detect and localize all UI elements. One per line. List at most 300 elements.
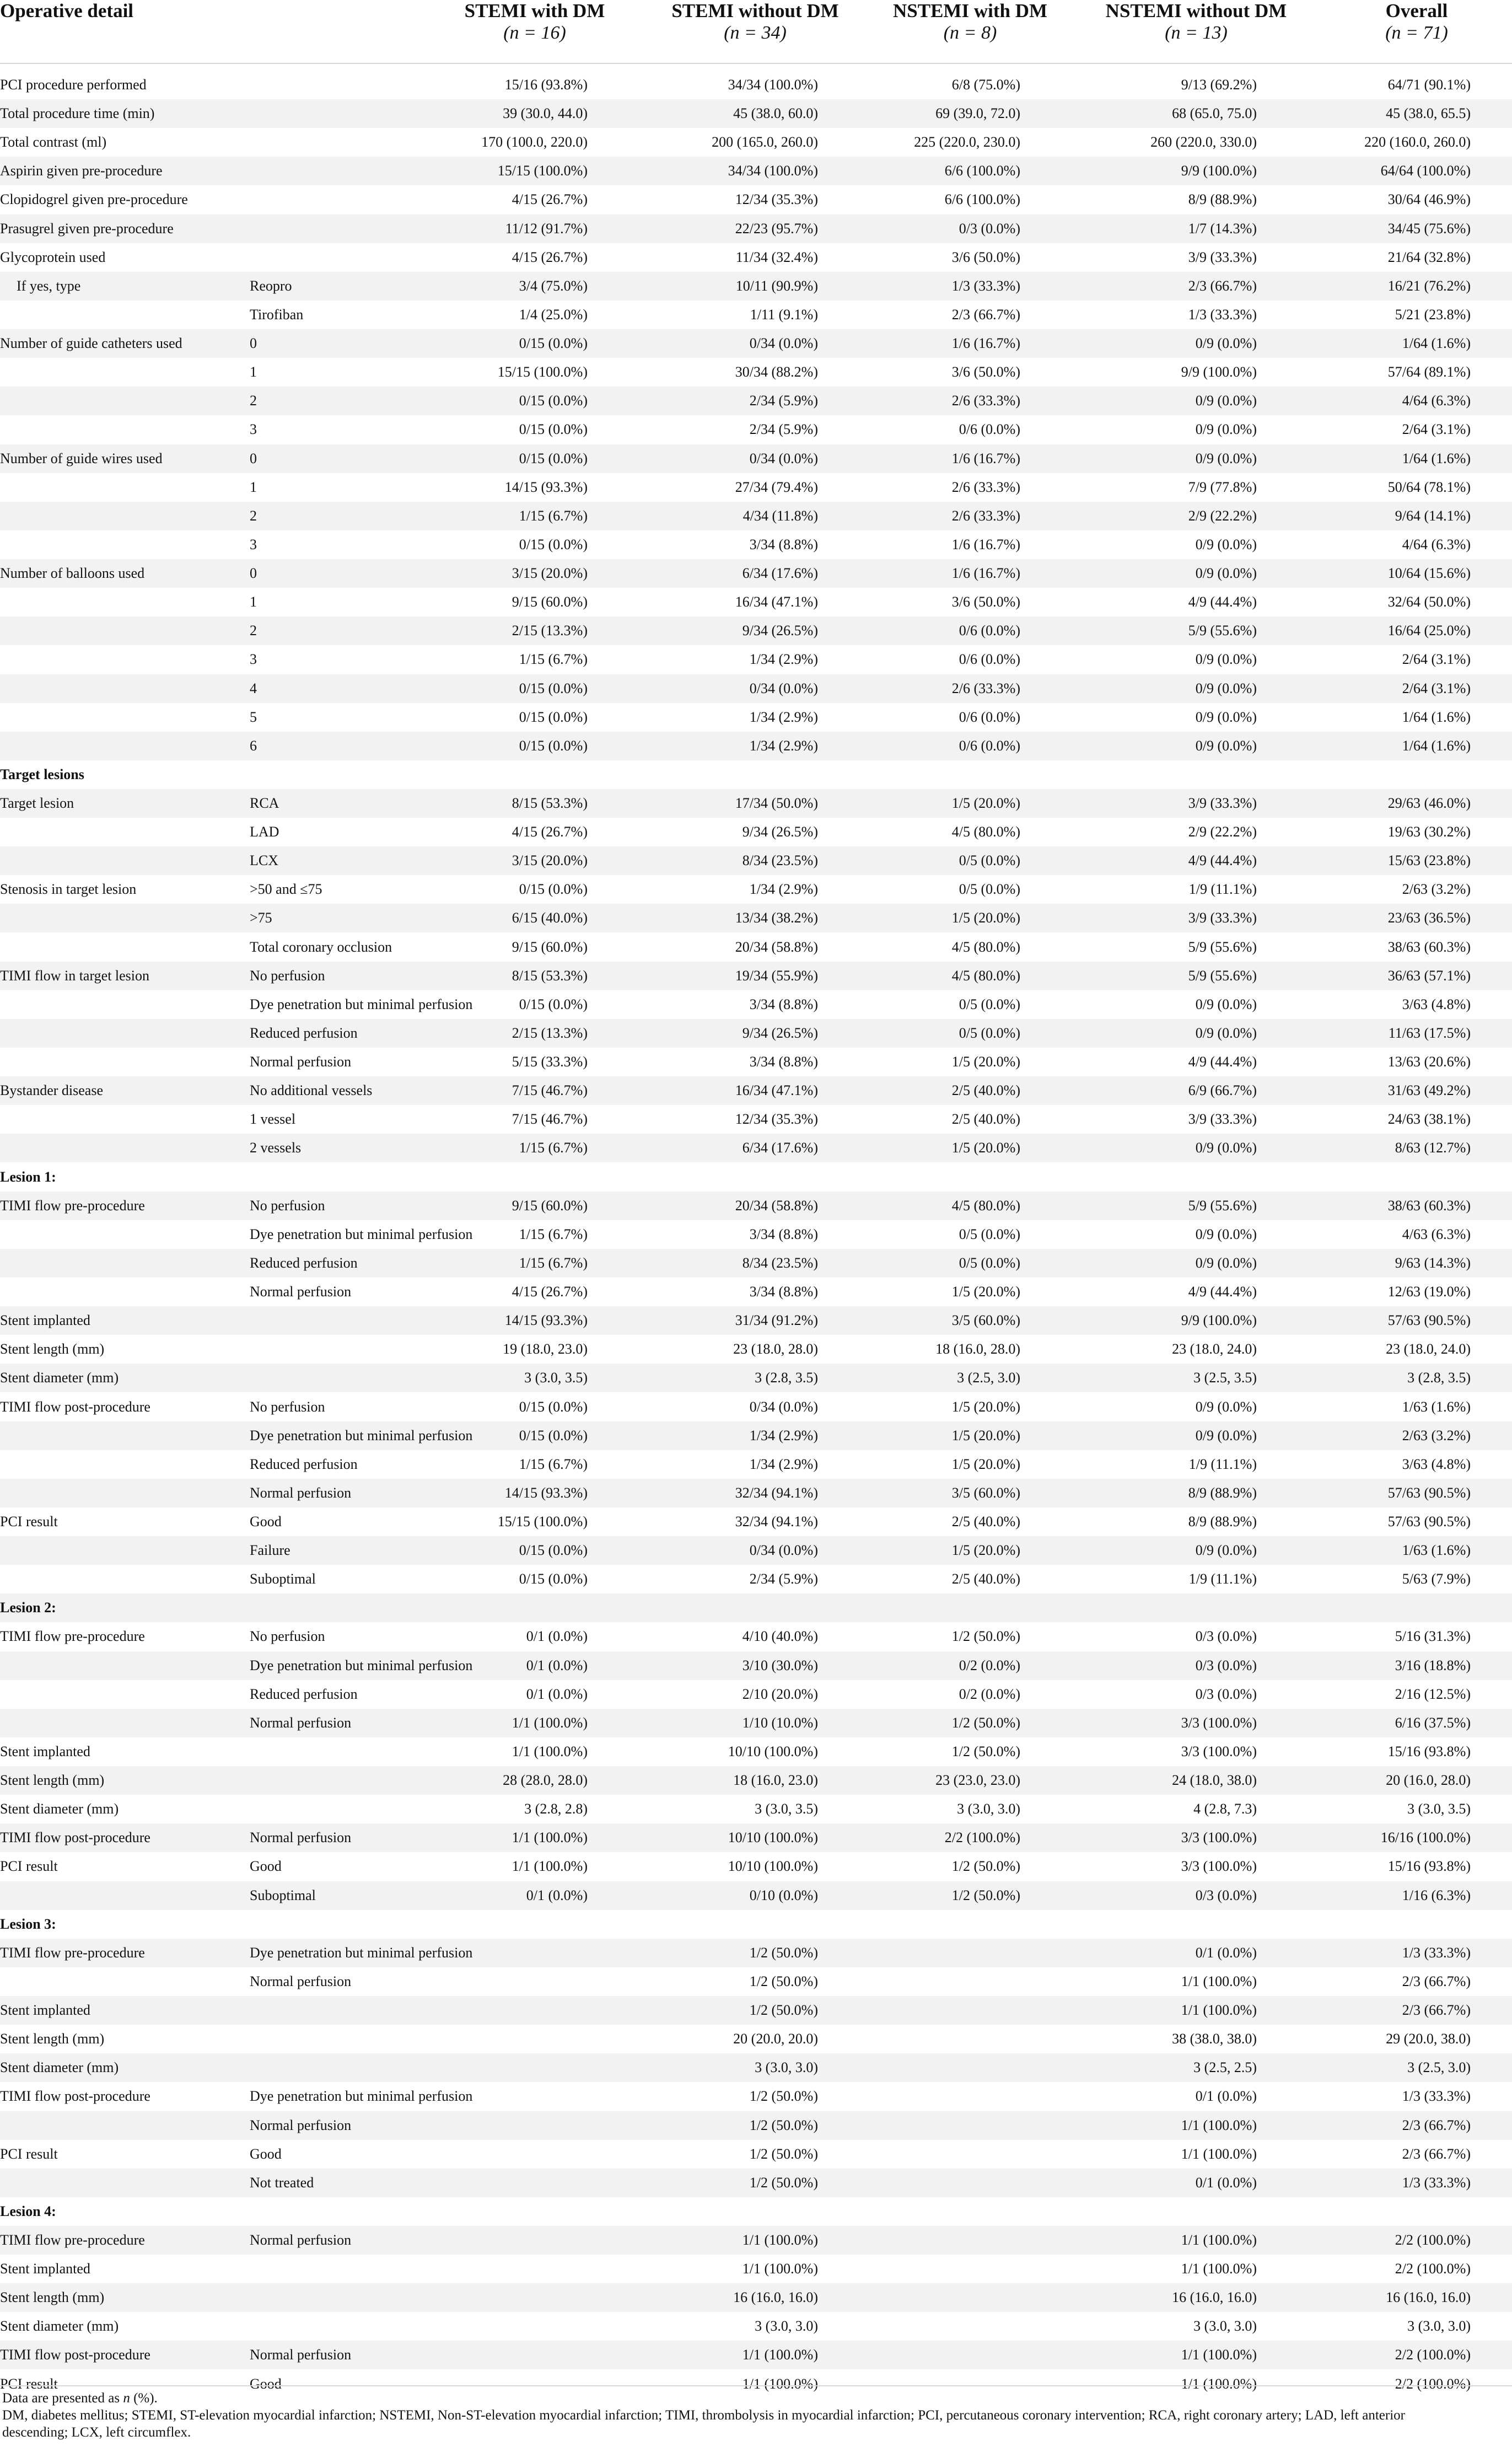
- row-category: Failure: [250, 1542, 290, 1559]
- header-nstemi-with-dm: NSTEMI with DM (n = 8): [892, 0, 1048, 43]
- table-row: [0, 415, 1512, 444]
- row-category: Dye penetration but minimal perfusion: [250, 1657, 473, 1673]
- cell-nstemi-without-dm: 1/1 (100.0%): [1181, 2261, 1257, 2277]
- cell-stemi-with-dm: 4/15 (26.7%): [512, 824, 588, 840]
- cell-overall: 2/16 (12.5%): [1395, 1686, 1471, 1702]
- row-category: Reduced perfusion: [250, 1686, 358, 1702]
- cell-nstemi-with-dm: 6/6 (100.0%): [944, 191, 1020, 208]
- cell-nstemi-with-dm: 0/3 (0.0%): [959, 220, 1020, 237]
- cell-stemi-without-dm: 1/34 (2.9%): [749, 737, 818, 754]
- cell-nstemi-without-dm: 5/9 (55.6%): [1188, 967, 1257, 984]
- cell-stemi-with-dm: 0/15 (0.0%): [519, 680, 588, 696]
- cell-stemi-without-dm: 1/1 (100.0%): [742, 2232, 818, 2248]
- row-category: No additional vessels: [250, 1082, 373, 1099]
- cell-overall: 57/63 (90.5%): [1387, 1484, 1471, 1501]
- cell-nstemi-with-dm: 2/6 (33.3%): [951, 680, 1020, 696]
- table-row: [0, 1565, 1512, 1593]
- section-heading: Lesion 4:: [0, 2203, 56, 2219]
- cell-nstemi-with-dm: 2/6 (33.3%): [951, 393, 1020, 409]
- section-row: [0, 2197, 1512, 2226]
- cell-overall: 16 (16.0, 16.0): [1386, 2289, 1471, 2306]
- cell-nstemi-with-dm: 1/6 (16.7%): [951, 565, 1020, 582]
- cell-nstemi-without-dm: 38 (38.0, 38.0): [1172, 2031, 1257, 2047]
- cell-stemi-without-dm: 0/34 (0.0%): [749, 1542, 818, 1559]
- cell-nstemi-with-dm: 0/6 (0.0%): [959, 421, 1020, 438]
- cell-nstemi-without-dm: 5/9 (55.6%): [1188, 938, 1257, 955]
- cell-stemi-without-dm: 20 (20.0, 20.0): [733, 2031, 818, 2047]
- row-category: 2: [250, 393, 257, 409]
- cell-nstemi-without-dm: 0/9 (0.0%): [1195, 1542, 1257, 1559]
- cell-nstemi-without-dm: 1/1 (100.0%): [1181, 2232, 1257, 2248]
- table-row: [0, 1651, 1512, 1680]
- cell-nstemi-without-dm: 0/9 (0.0%): [1195, 651, 1257, 668]
- cell-nstemi-with-dm: 1/6 (16.7%): [951, 536, 1020, 552]
- cell-overall: 29 (20.0, 38.0): [1386, 2031, 1471, 2047]
- table-row: [0, 1335, 1512, 1364]
- cell-overall: 2/63 (3.2%): [1402, 881, 1471, 898]
- table-row: [0, 2312, 1512, 2341]
- row-category: 1: [250, 364, 257, 380]
- table-row: [0, 2255, 1512, 2283]
- cell-nstemi-with-dm: 2/3 (66.7%): [951, 306, 1020, 323]
- cell-nstemi-without-dm: 1/1 (100.0%): [1181, 2117, 1257, 2133]
- cell-overall: 23/63 (36.5%): [1387, 910, 1471, 926]
- cell-nstemi-without-dm: 1/1 (100.0%): [1181, 2145, 1257, 2162]
- cell-nstemi-with-dm: 2/5 (40.0%): [951, 1111, 1020, 1128]
- row-label: Stenosis in target lesion: [0, 881, 137, 898]
- cell-stemi-with-dm: 0/15 (0.0%): [519, 1571, 588, 1587]
- cell-nstemi-with-dm: 2/5 (40.0%): [951, 1082, 1020, 1099]
- cell-stemi-with-dm: 8/15 (53.3%): [512, 967, 588, 984]
- cell-overall: 3 (2.5, 3.0): [1407, 2059, 1471, 2076]
- cell-nstemi-with-dm: 1/5 (20.0%): [951, 910, 1020, 926]
- cell-nstemi-with-dm: 0/5 (0.0%): [959, 1254, 1020, 1271]
- cell-stemi-with-dm: 7/15 (46.7%): [512, 1082, 588, 1099]
- cell-nstemi-with-dm: 2/5 (40.0%): [951, 1514, 1020, 1530]
- table-row: [0, 1852, 1512, 1881]
- section-row: [0, 1163, 1512, 1192]
- cell-nstemi-with-dm: 0/5 (0.0%): [959, 1024, 1020, 1041]
- cell-stemi-without-dm: 0/34 (0.0%): [749, 450, 818, 466]
- cell-nstemi-without-dm: 0/9 (0.0%): [1195, 1254, 1257, 1271]
- header-nstemi-without-dm: NSTEMI without DM (n = 13): [1105, 0, 1287, 43]
- cell-stemi-without-dm: 16 (16.0, 16.0): [733, 2289, 818, 2306]
- cell-stemi-without-dm: 1/2 (50.0%): [749, 2174, 818, 2191]
- cell-overall: 4/64 (6.3%): [1402, 536, 1471, 552]
- cell-stemi-with-dm: 1/15 (6.7%): [519, 1140, 588, 1156]
- row-label: PCI result: [0, 2145, 58, 2162]
- cell-stemi-without-dm: 12/34 (35.3%): [735, 1111, 818, 1128]
- row-category: No perfusion: [250, 967, 325, 984]
- cell-nstemi-without-dm: 4/9 (44.4%): [1188, 1284, 1257, 1300]
- table-row: [0, 1076, 1512, 1105]
- cell-nstemi-without-dm: 3/9 (33.3%): [1188, 795, 1257, 811]
- cell-nstemi-without-dm: 1/1 (100.0%): [1181, 1973, 1257, 1989]
- cell-nstemi-without-dm: 0/3 (0.0%): [1195, 1887, 1257, 1903]
- cell-nstemi-without-dm: 0/9 (0.0%): [1195, 1427, 1257, 1444]
- row-label: Number of guide catheters used: [0, 335, 182, 352]
- table-row: [0, 530, 1512, 559]
- cell-overall: 2/2 (100.0%): [1395, 2232, 1471, 2248]
- row-category: Normal perfusion: [250, 1829, 352, 1846]
- cell-overall: 1/64 (1.6%): [1402, 737, 1471, 754]
- cell-nstemi-with-dm: 1/5 (20.0%): [951, 1427, 1020, 1444]
- row-category: >50 and ≤75: [250, 881, 322, 898]
- cell-nstemi-with-dm: 0/6 (0.0%): [959, 737, 1020, 754]
- cell-nstemi-without-dm: 0/9 (0.0%): [1195, 709, 1257, 725]
- row-category: 2 vessels: [250, 1140, 302, 1156]
- cell-nstemi-with-dm: 1/2 (50.0%): [951, 1858, 1020, 1875]
- cell-overall: 12/63 (19.0%): [1387, 1284, 1471, 1300]
- row-label: Number of balloons used: [0, 565, 145, 582]
- section-heading: Lesion 2:: [0, 1600, 56, 1616]
- row-category: Total coronary occlusion: [250, 938, 392, 955]
- cell-stemi-with-dm: 3/4 (75.0%): [519, 277, 588, 294]
- cell-nstemi-without-dm: 1/9 (11.1%): [1188, 1571, 1257, 1587]
- cell-stemi-with-dm: 1/1 (100.0%): [512, 1714, 588, 1731]
- cell-stemi-with-dm: 5/15 (33.3%): [512, 1054, 588, 1070]
- cell-overall: 5/16 (31.3%): [1395, 1628, 1471, 1645]
- table-row: [0, 1967, 1512, 1996]
- cell-stemi-without-dm: 3 (3.0, 3.0): [755, 2318, 818, 2335]
- table-row: [0, 157, 1512, 185]
- cell-stemi-without-dm: 12/34 (35.3%): [735, 191, 818, 208]
- cell-stemi-with-dm: 1/15 (6.7%): [519, 651, 588, 668]
- row-category: Normal perfusion: [250, 2232, 352, 2248]
- cell-stemi-with-dm: 0/15 (0.0%): [519, 450, 588, 466]
- header-operative-detail: Operative detail: [0, 0, 134, 22]
- cell-overall: 57/63 (90.5%): [1387, 1514, 1471, 1530]
- cell-stemi-without-dm: 0/34 (0.0%): [749, 1398, 818, 1415]
- cell-nstemi-without-dm: 0/9 (0.0%): [1195, 335, 1257, 352]
- cell-stemi-without-dm: 20/34 (58.8%): [735, 1197, 818, 1214]
- row-category: Reduced perfusion: [250, 1024, 358, 1041]
- cell-stemi-without-dm: 34/34 (100.0%): [728, 77, 818, 93]
- row-category: Normal perfusion: [250, 2117, 352, 2133]
- cell-nstemi-without-dm: 3/3 (100.0%): [1181, 1743, 1257, 1759]
- row-category: Reopro: [250, 277, 292, 294]
- cell-nstemi-with-dm: 0/5 (0.0%): [959, 996, 1020, 1012]
- cell-nstemi-with-dm: 4/5 (80.0%): [951, 938, 1020, 955]
- cell-nstemi-without-dm: 0/9 (0.0%): [1195, 737, 1257, 754]
- row-category: Good: [250, 1858, 282, 1875]
- row-category: Dye penetration but minimal perfusion: [250, 1226, 473, 1242]
- table-header: [0, 0, 1512, 64]
- section-row: [0, 1910, 1512, 1939]
- cell-stemi-without-dm: 9/34 (26.5%): [742, 824, 818, 840]
- table-row: [0, 990, 1512, 1019]
- row-label: Stent diameter (mm): [0, 2059, 119, 2076]
- cell-stemi-without-dm: 3 (3.0, 3.0): [755, 2059, 818, 2076]
- cell-stemi-without-dm: 1/2 (50.0%): [749, 2002, 818, 2019]
- cell-overall: 30/64 (46.9%): [1387, 191, 1471, 208]
- cell-stemi-without-dm: 1/11 (9.1%): [750, 306, 818, 323]
- cell-stemi-without-dm: 10/10 (100.0%): [728, 1829, 818, 1846]
- row-category: 2: [250, 623, 257, 639]
- cell-nstemi-with-dm: 1/2 (50.0%): [951, 1887, 1020, 1903]
- cell-stemi-without-dm: 16/34 (47.1%): [735, 594, 818, 610]
- row-category: 4: [250, 680, 257, 696]
- table-row: [0, 71, 1512, 99]
- cell-stemi-without-dm: 3/34 (8.8%): [749, 1284, 818, 1300]
- row-label: Stent implanted: [0, 1312, 90, 1329]
- cell-overall: 11/63 (17.5%): [1388, 1024, 1471, 1041]
- cell-nstemi-without-dm: 6/9 (66.7%): [1188, 1082, 1257, 1099]
- row-category: Dye penetration but minimal perfusion: [250, 1944, 473, 1961]
- table-row: [0, 818, 1512, 846]
- cell-nstemi-with-dm: 0/5 (0.0%): [959, 1226, 1020, 1242]
- row-label: TIMI flow post-procedure: [0, 2347, 150, 2363]
- cell-overall: 32/64 (50.0%): [1387, 594, 1471, 610]
- cell-nstemi-without-dm: 8/9 (88.9%): [1188, 1514, 1257, 1530]
- row-label: Number of guide wires used: [0, 450, 163, 466]
- cell-stemi-with-dm: 0/15 (0.0%): [519, 709, 588, 725]
- cell-overall: 1/3 (33.3%): [1402, 2174, 1471, 2191]
- table-row: [0, 1450, 1512, 1479]
- table-row: [0, 1220, 1512, 1249]
- cell-nstemi-with-dm: 0/5 (0.0%): [959, 881, 1020, 898]
- cell-stemi-with-dm: 0/1 (0.0%): [526, 1628, 588, 1645]
- cell-nstemi-with-dm: 1/2 (50.0%): [951, 1714, 1020, 1731]
- table-row: [0, 2053, 1512, 2082]
- cell-stemi-without-dm: 200 (165.0, 260.0): [712, 134, 818, 151]
- table-row: [0, 732, 1512, 760]
- cell-overall: 15/16 (93.8%): [1387, 1858, 1471, 1875]
- cell-nstemi-without-dm: 0/1 (0.0%): [1195, 1944, 1257, 1961]
- footnote-abbreviations: DM, diabetes mellitus; STEMI, ST-elevation myocardial infarction; NSTEMI, Non-ST-elevation myocardial infarction; TIMI, thrombolysis in myocardial infarction; PCI, percutaneous coronary intervention; RCA, right coronary artery; LAD, left anterior: [2, 2408, 1405, 2423]
- table-row: [0, 301, 1512, 329]
- cell-stemi-without-dm: 1/34 (2.9%): [749, 1427, 818, 1444]
- cell-stemi-with-dm: 3 (3.0, 3.5): [524, 1370, 588, 1386]
- table-row: [0, 2283, 1512, 2312]
- cell-nstemi-with-dm: 0/2 (0.0%): [959, 1686, 1020, 1702]
- cell-overall: 3 (3.0, 3.0): [1407, 2318, 1471, 2335]
- cell-stemi-with-dm: 0/1 (0.0%): [526, 1887, 588, 1903]
- cell-stemi-with-dm: 170 (100.0, 220.0): [481, 134, 588, 151]
- cell-stemi-with-dm: 1/4 (25.0%): [519, 306, 588, 323]
- row-category: No perfusion: [250, 1197, 325, 1214]
- cell-stemi-without-dm: 6/34 (17.6%): [742, 565, 818, 582]
- cell-stemi-without-dm: 27/34 (79.4%): [735, 479, 818, 495]
- cell-stemi-without-dm: 3 (2.8, 3.5): [755, 1370, 818, 1386]
- cell-nstemi-without-dm: 0/3 (0.0%): [1195, 1628, 1257, 1645]
- row-label: TIMI flow in target lesion: [0, 967, 150, 984]
- row-category: Normal perfusion: [250, 1484, 352, 1501]
- cell-stemi-without-dm: 6/34 (17.6%): [742, 1140, 818, 1156]
- cell-overall: 4/64 (6.3%): [1402, 393, 1471, 409]
- cell-overall: 2/3 (66.7%): [1402, 2117, 1471, 2133]
- cell-nstemi-without-dm: 0/1 (0.0%): [1195, 2174, 1257, 2191]
- table-row: [0, 1134, 1512, 1162]
- row-category: LCX: [250, 852, 278, 869]
- cell-nstemi-with-dm: 1/5 (20.0%): [951, 1398, 1020, 1415]
- cell-stemi-without-dm: 1/2 (50.0%): [749, 1944, 818, 1961]
- cell-stemi-without-dm: 4/34 (11.8%): [742, 507, 818, 524]
- row-category: 3: [250, 536, 257, 552]
- cell-overall: 16/21 (76.2%): [1387, 277, 1471, 294]
- cell-stemi-without-dm: 1/34 (2.9%): [749, 881, 818, 898]
- cell-stemi-with-dm: 1/15 (6.7%): [519, 507, 588, 524]
- cell-stemi-with-dm: 0/15 (0.0%): [519, 393, 588, 409]
- table-row: [0, 1306, 1512, 1335]
- cell-nstemi-without-dm: 0/9 (0.0%): [1195, 1140, 1257, 1156]
- cell-overall: 2/2 (100.0%): [1395, 2261, 1471, 2277]
- cell-stemi-with-dm: 8/15 (53.3%): [512, 795, 588, 811]
- cell-stemi-with-dm: 3 (2.8, 2.8): [524, 1801, 588, 1817]
- table-row: [0, 645, 1512, 674]
- cell-nstemi-without-dm: 0/3 (0.0%): [1195, 1686, 1257, 1702]
- table-row: [0, 1680, 1512, 1709]
- cell-nstemi-without-dm: 0/1 (0.0%): [1195, 2088, 1257, 2105]
- cell-nstemi-with-dm: 18 (16.0, 28.0): [935, 1341, 1020, 1357]
- row-category: 3: [250, 651, 257, 668]
- row-category: LAD: [250, 824, 279, 840]
- row-label: Aspirin given pre-procedure: [0, 163, 163, 179]
- cell-stemi-without-dm: 11/34 (32.4%): [735, 249, 818, 265]
- cell-nstemi-with-dm: 2/5 (40.0%): [951, 1571, 1020, 1587]
- cell-nstemi-with-dm: 225 (220.0, 230.0): [914, 134, 1020, 151]
- cell-stemi-without-dm: 3 (3.0, 3.5): [755, 1801, 818, 1817]
- row-category: 1: [250, 479, 257, 495]
- cell-nstemi-with-dm: 2/6 (33.3%): [951, 479, 1020, 495]
- table-row: [0, 1192, 1512, 1220]
- section-row: [0, 1593, 1512, 1622]
- cell-nstemi-with-dm: 1/5 (20.0%): [951, 795, 1020, 811]
- cell-overall: 1/64 (1.6%): [1402, 335, 1471, 352]
- cell-overall: 3 (3.0, 3.5): [1407, 1801, 1471, 1817]
- cell-overall: 5/21 (23.8%): [1395, 306, 1471, 323]
- cell-stemi-without-dm: 1/1 (100.0%): [742, 2347, 818, 2363]
- cell-stemi-without-dm: 18 (16.0, 23.0): [733, 1772, 818, 1789]
- cell-stemi-without-dm: 1/1 (100.0%): [742, 2375, 818, 2392]
- cell-nstemi-with-dm: 0/6 (0.0%): [959, 709, 1020, 725]
- section-row: [0, 760, 1512, 789]
- table-row: [0, 329, 1512, 358]
- cell-nstemi-with-dm: 4/5 (80.0%): [951, 967, 1020, 984]
- cell-nstemi-with-dm: 0/2 (0.0%): [959, 1657, 1020, 1673]
- table-row: [0, 1507, 1512, 1536]
- cell-nstemi-without-dm: 2/9 (22.2%): [1188, 824, 1257, 840]
- cell-stemi-without-dm: 1/34 (2.9%): [749, 1456, 818, 1472]
- cell-overall: 64/64 (100.0%): [1380, 163, 1471, 179]
- table-row: [0, 1479, 1512, 1507]
- cell-stemi-without-dm: 17/34 (50.0%): [735, 795, 818, 811]
- row-label: Prasugrel given pre-procedure: [0, 220, 174, 237]
- cell-stemi-with-dm: 9/15 (60.0%): [512, 1197, 588, 1214]
- header-overall: Overall (n = 71): [1385, 0, 1448, 43]
- cell-nstemi-with-dm: 1/6 (16.7%): [951, 450, 1020, 466]
- table-row: [0, 1766, 1512, 1795]
- cell-stemi-without-dm: 9/34 (26.5%): [742, 623, 818, 639]
- table-row: [0, 99, 1512, 128]
- table-row: [0, 387, 1512, 415]
- cell-overall: 1/3 (33.3%): [1402, 2088, 1471, 2105]
- cell-stemi-without-dm: 23 (18.0, 28.0): [733, 1341, 818, 1357]
- cell-stemi-without-dm: 2/34 (5.9%): [749, 393, 818, 409]
- cell-nstemi-with-dm: 1/5 (20.0%): [951, 1542, 1020, 1559]
- table-row: [0, 1823, 1512, 1852]
- cell-nstemi-with-dm: 1/6 (16.7%): [951, 335, 1020, 352]
- table-row: [0, 846, 1512, 875]
- cell-nstemi-without-dm: 16 (16.0, 16.0): [1172, 2289, 1257, 2306]
- cell-stemi-with-dm: 1/15 (6.7%): [519, 1254, 588, 1271]
- table-row: [0, 358, 1512, 387]
- cell-nstemi-with-dm: 3/5 (60.0%): [951, 1484, 1020, 1501]
- cell-stemi-without-dm: 1/1 (100.0%): [742, 2261, 818, 2277]
- table-row: [0, 444, 1512, 473]
- cell-stemi-with-dm: 3/15 (20.0%): [512, 565, 588, 582]
- row-category: Suboptimal: [250, 1571, 316, 1587]
- cell-overall: 45 (38.0, 65.5): [1386, 105, 1471, 122]
- table-row: [0, 2082, 1512, 2111]
- table-row: [0, 588, 1512, 616]
- row-label: TIMI flow pre-procedure: [0, 1628, 145, 1645]
- cell-stemi-with-dm: 4/15 (26.7%): [512, 191, 588, 208]
- cell-nstemi-with-dm: 3/5 (60.0%): [951, 1312, 1020, 1329]
- row-category: Tirofiban: [250, 306, 304, 323]
- row-category: 0: [250, 335, 257, 352]
- cell-stemi-with-dm: 0/15 (0.0%): [519, 421, 588, 438]
- row-label: TIMI flow post-procedure: [0, 1398, 150, 1415]
- cell-stemi-with-dm: 2/15 (13.3%): [512, 623, 588, 639]
- cell-stemi-without-dm: 20/34 (58.8%): [735, 938, 818, 955]
- cell-overall: 24/63 (38.1%): [1387, 1111, 1471, 1128]
- cell-overall: 38/63 (60.3%): [1387, 938, 1471, 955]
- cell-overall: 15/16 (93.8%): [1387, 1743, 1471, 1759]
- cell-overall: 2/3 (66.7%): [1402, 2002, 1471, 2019]
- cell-nstemi-without-dm: 0/9 (0.0%): [1195, 450, 1257, 466]
- row-label: TIMI flow post-procedure: [0, 1829, 150, 1846]
- cell-overall: 1/63 (1.6%): [1402, 1542, 1471, 1559]
- cell-stemi-without-dm: 10/10 (100.0%): [728, 1743, 818, 1759]
- cell-nstemi-without-dm: 8/9 (88.9%): [1188, 191, 1257, 208]
- row-category: Normal perfusion: [250, 1714, 352, 1731]
- cell-nstemi-with-dm: 6/8 (75.0%): [951, 77, 1020, 93]
- cell-stemi-without-dm: 8/34 (23.5%): [742, 1254, 818, 1271]
- table-row: [0, 128, 1512, 157]
- table-row: [0, 1393, 1512, 1421]
- row-category: >75: [250, 910, 272, 926]
- cell-nstemi-without-dm: 260 (220.0, 330.0): [1150, 134, 1257, 151]
- cell-stemi-without-dm: 31/34 (91.2%): [735, 1312, 818, 1329]
- cell-nstemi-without-dm: 1/3 (33.3%): [1188, 306, 1257, 323]
- cell-overall: 1/63 (1.6%): [1402, 1398, 1471, 1415]
- cell-stemi-with-dm: 15/15 (100.0%): [497, 364, 588, 380]
- cell-stemi-with-dm: 0/15 (0.0%): [519, 335, 588, 352]
- cell-stemi-with-dm: 1/15 (6.7%): [519, 1456, 588, 1472]
- cell-nstemi-with-dm: 1/2 (50.0%): [951, 1628, 1020, 1645]
- cell-stemi-without-dm: 2/34 (5.9%): [749, 421, 818, 438]
- table-row: [0, 2226, 1512, 2255]
- cell-overall: 13/63 (20.6%): [1387, 1054, 1471, 1070]
- cell-nstemi-without-dm: 68 (65.0, 75.0): [1172, 105, 1257, 122]
- row-label: Stent length (mm): [0, 1772, 105, 1789]
- row-category: Dye penetration but minimal perfusion: [250, 996, 473, 1012]
- cell-stemi-with-dm: 1/1 (100.0%): [512, 1743, 588, 1759]
- cell-overall: 9/64 (14.1%): [1395, 507, 1471, 524]
- table-row: [0, 875, 1512, 904]
- row-label: Stent implanted: [0, 2002, 90, 2019]
- cell-nstemi-without-dm: 0/9 (0.0%): [1195, 421, 1257, 438]
- row-category: No perfusion: [250, 1398, 325, 1415]
- cell-overall: 1/64 (1.6%): [1402, 709, 1471, 725]
- cell-overall: 2/2 (100.0%): [1395, 2347, 1471, 2363]
- cell-stemi-without-dm: 1/2 (50.0%): [749, 2088, 818, 2105]
- cell-stemi-without-dm: 1/34 (2.9%): [749, 709, 818, 725]
- cell-stemi-with-dm: 1/1 (100.0%): [512, 1858, 588, 1875]
- cell-overall: 6/16 (37.5%): [1395, 1714, 1471, 1731]
- row-category: 5: [250, 709, 257, 725]
